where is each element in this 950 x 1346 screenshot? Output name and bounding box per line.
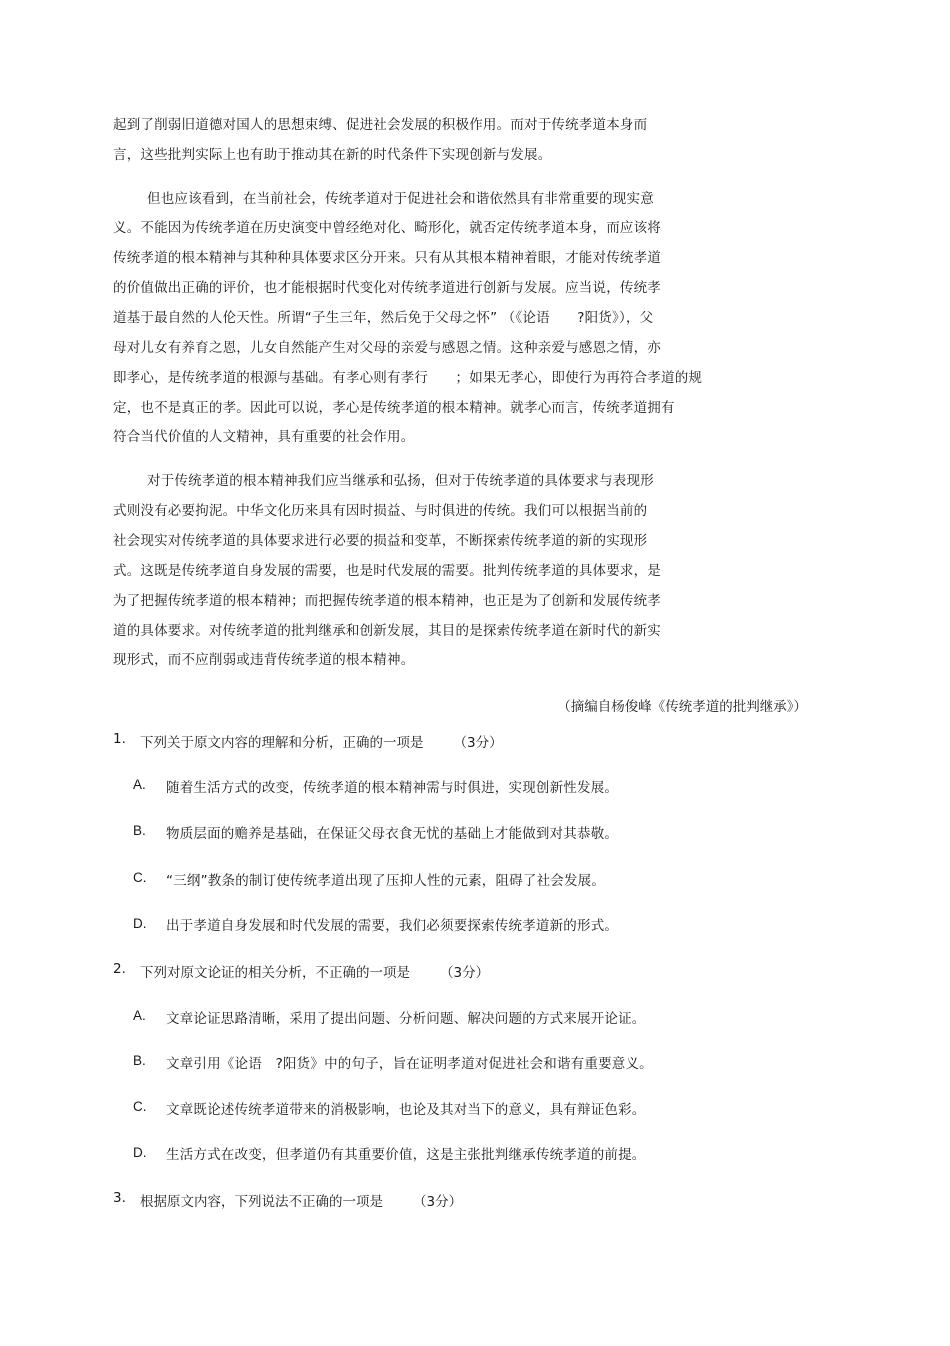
passage-line: 现形式，而不应削弱或违背传统孝道的根本精神。 [113,652,415,668]
question-score: （3分） [453,735,503,751]
option-text: 随着生活方式的改变，传统孝道的根本精神需与时俱进，实现创新性发展。 [166,780,619,796]
question-text: 下列关于原文内容的理解和分析，正确的一项是 [140,735,424,751]
option-text: 文章既论述传统孝道带来的消极影响，也论及其对当下的意义，具有辩证色彩。 [166,1102,646,1118]
question-text: 根据原文内容，下列说法不正确的一项是 [140,1194,383,1210]
option-letter: C. [133,1099,147,1114]
option-text: 物质层面的赡养是基础，在保证父母衣食无忧的基础上才能做到对其恭敬。 [166,826,619,842]
passage-line: 为了把握传统孝道的根本精神；而把握传统孝道的根本精神，也正是为了创新和发展传统孝 [113,593,661,609]
question-stem [140,1190,462,1210]
passage-line: 社会现实对传统孝道的具体要求进行必要的损益和变革，不断探索传统孝道的新的实现形 [113,533,648,549]
option-text: 生活方式在改变，但孝道仍有其重要价值，这是主张批判继承传统孝道的前提。 [166,1147,646,1163]
question-stem [140,961,489,981]
option-text: 文章论证思路清晰，采用了提出问题、分析问题、解决问题的方式来展开论证。 [166,1011,646,1027]
option-letter: B. [133,1053,146,1068]
option-text: 文章引用《论语 ?阳货》中的句子，旨在证明孝道对促进社会和谐有重要意义。 [166,1056,653,1072]
question-stem [140,731,503,751]
passage-line: 定，也不是真正的孝。因此可以说，孝心是传统孝道的根本精神。就孝心而言，传统孝道拥有 [113,400,675,416]
passage-line: 即孝心，是传统孝道的根源与基础。有孝心则有孝行 ；如果无孝心，即使行为再符合孝道的规 [113,370,703,386]
question-number: 3. [113,1190,126,1206]
option-letter: C. [133,870,147,885]
option-letter: D. [133,1145,147,1160]
passage-line: 母对儿女有养育之恩，儿女自然能产生对父母的亲爱与感恩之情。这种亲爱与感恩之情，亦 [113,340,661,356]
passage-line: 符合当代价值的人文精神，具有重要的社会作用。 [113,429,415,445]
source-citation: （摘编自杨俊峰《传统孝道的批判继承》） [557,699,807,715]
passage-line: 式则没有必要拘泥。中华文化历来具有因时损益、与时俱进的传统。我们可以根据当前的 [113,503,648,519]
question-score: （3分） [413,1194,463,1210]
question-number: 2. [113,961,126,977]
question-number: 1. [113,731,126,747]
question-score: （3分） [440,965,490,981]
option-text: “三纲”教条的制订使传统孝道出现了压抑人性的元素，阻碍了社会发展。 [166,873,606,889]
passage-line: 义。不能因为传统孝道在历史演变中曾经绝对化、畸形化，就否定传统孝道本身，而应该将 [113,220,661,236]
passage-line: 起到了削弱旧道德对国人的思想束缚、促进社会发展的积极作用。而对于传统孝道本身而 [113,117,648,133]
passage-line: 言，这些批判实际上也有助于推动其在新的时代条件下实现创新与发展。 [113,147,552,163]
passage-line: 对于传统孝道的根本精神我们应当继承和弘扬，但对于传统孝道的具体要求与表现形 [147,473,654,489]
passage-line: 的价值做出正确的评价，也才能根据时代变化对传统孝道进行创新与发展。应当说，传统孝 [113,280,661,296]
passage-line: 道基于最自然的人伦天性。所谓“子生三年，然后免于父母之怀” （《论语 ?阳货》），父 [113,310,654,326]
option-letter: A. [133,1008,146,1023]
option-text: 出于孝道自身发展和时代发展的需要，我们必须要探索传统孝道新的形式。 [166,918,619,934]
option-letter: A. [133,777,146,792]
option-letter: D. [133,916,147,931]
passage-line: 式。这既是传统孝道自身发展的需要，也是时代发展的需要。批判传统孝道的具体要求，是 [113,563,661,579]
passage-line: 但也应该看到，在当前社会，传统孝道对于促进社会和谐依然具有非常重要的现实意 [147,191,654,207]
passage-line: 道的具体要求。对传统孝道的批判继承和创新发展，其目的是探索传统孝道在新时代的新实 [113,623,661,639]
question-text: 下列对原文论证的相关分析，不正确的一项是 [140,965,410,981]
option-letter: B. [133,823,146,838]
passage-line: 传统孝道的根本精神与其种种具体要求区分开来。只有从其根本精神着眼，才能对传统孝道 [113,250,661,266]
